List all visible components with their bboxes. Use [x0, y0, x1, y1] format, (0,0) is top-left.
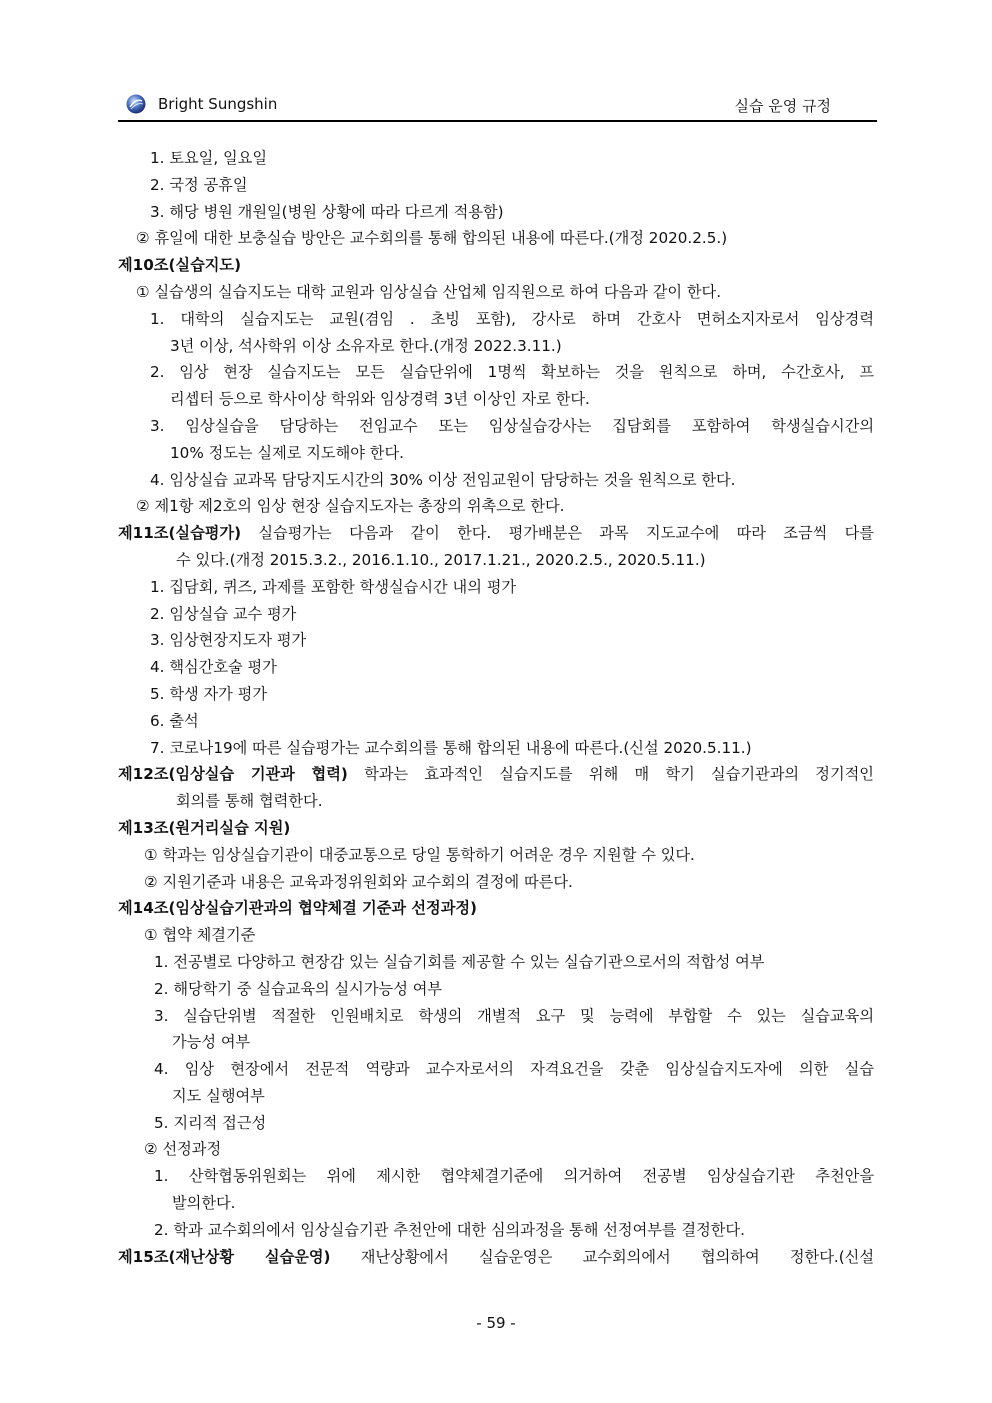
- brand-name: Bright Sungshin: [158, 95, 278, 113]
- text-line: [118, 574, 874, 601]
- line-text: 2. 임상 현장 실습지도는 모든 실습단위에 1명씩 확보하는 것을 원칙으로 하며, 수간호사, 프: [150, 363, 874, 382]
- article-heading-line: [118, 815, 874, 842]
- line-text: 수 있다.(개정 2015.3.2., 2016.1.10., 2017.1.21., 2020.2.5., 2020.5.11.): [176, 550, 706, 569]
- article-title: 제11조(실습평가): [118, 524, 242, 543]
- line-text: 학과는 효과적인 실습지도를 위해 매 학기 실습기관과의 정기적인: [347, 765, 874, 784]
- line-text: 1. 전공별로 다양하고 현장감 있는 실습기회를 제공할 수 있는 실습기관으로서의 적합성 여부: [154, 952, 765, 971]
- text-line: [118, 386, 874, 413]
- line-text: ① 실습생의 실습지도는 대학 교원과 임상실습 산업체 임직원으로 하여 다음과 같이 한다.: [136, 282, 722, 301]
- line-text: 1. 산학협동위원회는 위에 제시한 협약체결기준에 의거하여 전공별 임상실습기관 추천안을: [154, 1167, 874, 1186]
- line-text: ① 협약 체결기준: [144, 926, 256, 945]
- text-line: [118, 708, 874, 735]
- line-text: 4. 임상 현장에서 전문적 역량과 교수자로서의 자격요건을 갖춘 임상실습지도자에 의한 실습: [154, 1060, 874, 1079]
- line-text: ② 제1항 제2호의 임상 현장 실습지도자는 총장의 위촉으로 한다.: [136, 497, 565, 516]
- line-text: 3년 이상, 석사학위 이상 소유자로 한다.(개정 2022.3.11.): [170, 336, 562, 355]
- text-line: [118, 1110, 874, 1137]
- line-text: 4. 임상실습 교과목 담당지도시간의 30% 이상 전임교원이 담당하는 것을 원칙으로 한다.: [150, 470, 736, 489]
- line-text: 가능성 여부: [172, 1033, 251, 1052]
- text-line: [118, 413, 874, 440]
- text-line: [118, 440, 874, 467]
- line-text: ① 학과는 임상실습기관이 대중교통으로 당일 통학하기 어려운 경우 지원할 수 있다.: [144, 845, 695, 864]
- article-heading-line: [118, 1244, 874, 1271]
- document-title: 실습 운영 규정: [734, 97, 831, 115]
- text-line: [118, 172, 874, 199]
- article-heading-line: [118, 252, 874, 279]
- page-number: - 59 -: [476, 1314, 516, 1332]
- text-line: [118, 842, 874, 869]
- text-line: [118, 359, 874, 386]
- line-text: 리셉터 등으로 학사이상 학위와 임상경력 3년 이상인 자로 한다.: [170, 390, 590, 409]
- line-text: 2. 국정 공휴일: [150, 175, 248, 194]
- text-line: [118, 601, 874, 628]
- text-line: [118, 279, 874, 306]
- text-line: [118, 654, 874, 681]
- line-text: 지도 실행여부: [172, 1086, 265, 1105]
- article-heading-line: [118, 895, 874, 922]
- text-line: [118, 1217, 874, 1244]
- line-text: 1. 집담회, 퀴즈, 과제를 포함한 학생실습시간 내의 평가: [150, 577, 517, 596]
- text-line: [118, 949, 874, 976]
- text-line: [118, 547, 874, 574]
- text-line: [118, 1029, 874, 1056]
- line-text: 7. 코로나19에 따른 실습평가는 교수회의를 통해 합의된 내용에 따른다.(신설 2020.5.11.): [150, 738, 752, 757]
- line-text: 1. 토요일, 일요일: [150, 149, 268, 167]
- text-line: [118, 627, 874, 654]
- article-title: 제14조(임상실습기관과의 협약체결 기준과 선정과정): [118, 899, 477, 918]
- line-text: 6. 출석: [150, 711, 199, 730]
- article-title: 제12조(임상실습 기관과 협력): [118, 765, 348, 784]
- text-line: [118, 1083, 874, 1110]
- text-line: [118, 199, 874, 226]
- text-line: [118, 1056, 874, 1083]
- line-text: 회의를 통해 협력한다.: [176, 792, 323, 811]
- text-line: [118, 467, 874, 494]
- text-line: [118, 333, 874, 360]
- text-line: [118, 1136, 874, 1163]
- text-line: [118, 788, 874, 815]
- article-title: 제10조(실습지도): [118, 256, 242, 275]
- line-text: 3. 실습단위별 적절한 인원배치로 학생의 개별적 요구 및 능력에 부합할 수 있는 실습교육의: [154, 1006, 874, 1025]
- text-line: [118, 225, 874, 252]
- text-line: [118, 681, 874, 708]
- line-text: 발의한다.: [172, 1194, 236, 1213]
- line-text: 2. 해당학기 중 실습교육의 실시가능성 여부: [154, 979, 443, 998]
- line-text: 1. 대학의 실습지도는 교원(겸임 . 초빙 포함), 강사로 하며 간호사 면허소지자로서 임상경력: [150, 309, 874, 328]
- text-line: [118, 735, 874, 762]
- text-line: [118, 1190, 874, 1217]
- sungshin-logo-icon: [126, 94, 146, 114]
- text-line: [118, 1163, 874, 1190]
- article-title: 제13조(원거리실습 지원): [118, 818, 291, 837]
- text-line: [118, 145, 874, 172]
- text-line: [118, 493, 874, 520]
- line-text: 3. 해당 병원 개원일(병원 상황에 따라 다르게 적용함): [150, 202, 504, 221]
- line-text: ② 지원기준과 내용은 교육과정위원회와 교수회의 결정에 따른다.: [144, 872, 573, 891]
- text-line: [118, 869, 874, 896]
- line-text: 3. 임상실습을 담당하는 전임교수 또는 임상실습강사는 집담회를 포함하여 학생실습시간의: [150, 416, 874, 435]
- line-text: 2. 임상실습 교수 평가: [150, 604, 297, 623]
- line-text: ② 선정과정: [144, 1140, 222, 1159]
- text-line: [118, 922, 874, 949]
- line-text: 3. 임상현장지도자 평가: [150, 631, 307, 650]
- line-text: 실습평가는 다음과 같이 한다. 평가배분은 과목 지도교수에 따라 조금씩 다를: [241, 524, 874, 543]
- text-line: [118, 976, 874, 1003]
- regulation-body: [118, 145, 874, 1270]
- article-heading-line: [118, 761, 874, 788]
- article-heading-line: [118, 520, 874, 547]
- line-text: 5. 지리적 접근성: [154, 1113, 267, 1132]
- line-text: ② 휴일에 대한 보충실습 방안은 교수회의를 통해 합의된 내용에 따른다.(개정 2020.2.5.): [136, 229, 728, 248]
- line-text: 재난상황에서 실습운영은 교수회의에서 협의하여 정한다.(신설: [330, 1247, 874, 1266]
- text-line: [118, 306, 874, 333]
- line-text: 5. 학생 자가 평가: [150, 684, 268, 703]
- line-text: 2. 학과 교수회의에서 임상실습기관 추천안에 대한 심의과정을 통해 선정여부를 결정한다.: [154, 1220, 745, 1239]
- line-text: 4. 핵심간호술 평가: [150, 658, 277, 677]
- text-line: [118, 1003, 874, 1030]
- page-header: [118, 92, 877, 122]
- article-title: 제15조(재난상황 실습운영): [118, 1247, 331, 1266]
- line-text: 10% 정도는 실제로 지도해야 한다.: [170, 443, 404, 462]
